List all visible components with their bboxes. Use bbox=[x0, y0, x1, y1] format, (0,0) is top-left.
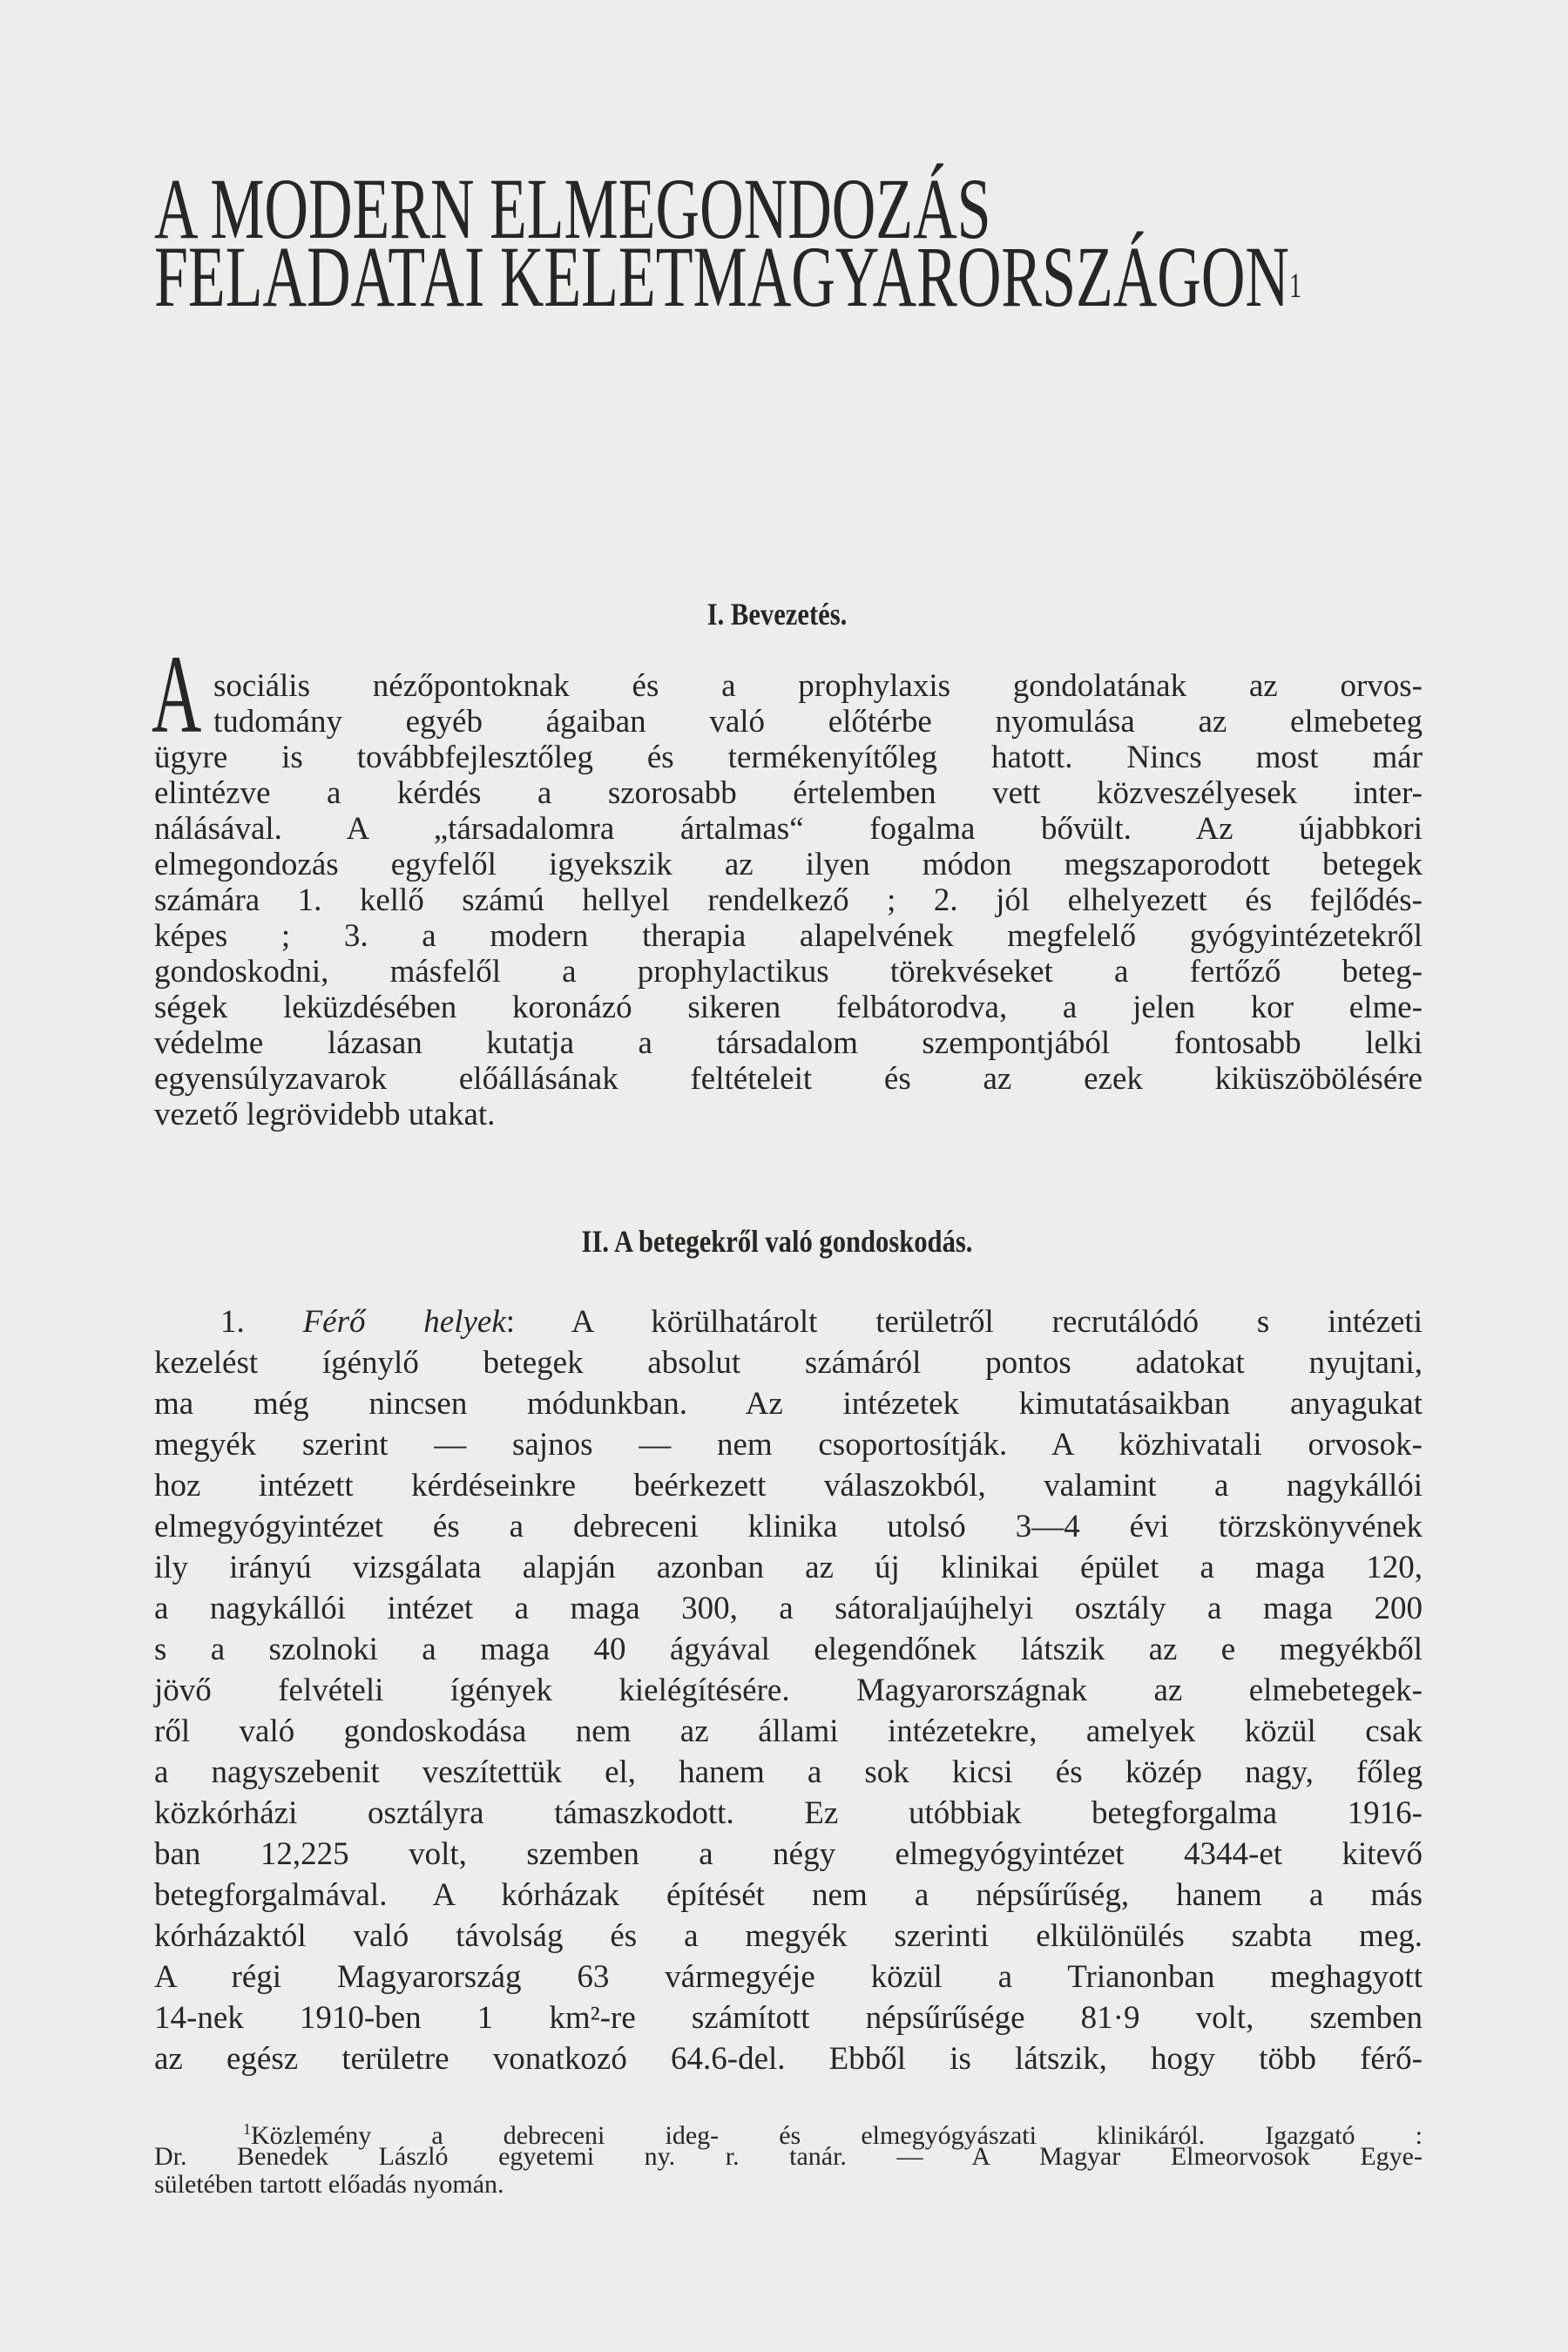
footnote-line bbox=[154, 2115, 1423, 2150]
section-heading-1: I. Bevezetés. bbox=[706, 597, 848, 632]
paragraph-line: elmegondozás egyfelől igyekszik az ilyen módon megszaporodott betegek bbox=[154, 847, 1423, 882]
footnote-line: Dr. Benedek László egyetemi ny. r. tanár. — A Magyar Elmeorvosok Egye- bbox=[154, 2142, 1423, 2171]
drop-cap: A bbox=[152, 632, 202, 756]
paragraph-line: ről való gondoskodása nem az állami intézetekre, amelyek közül csak bbox=[154, 1713, 1423, 1749]
paragraph-line: elmegyógyintézet és a debreceni klinika utolsó 3—4 évi törzskönyvének bbox=[154, 1509, 1423, 1544]
item-number: 1. bbox=[220, 1304, 245, 1340]
paragraph-line: nálásával. A „társadalomra ártalmas“ fogalma bővült. Az újabbkori bbox=[154, 811, 1423, 847]
italic-term: Férő helyek bbox=[302, 1304, 506, 1340]
line-rest: : A körülhatárolt területről recrutálódó s intézeti bbox=[505, 1304, 1423, 1340]
paragraph-line bbox=[154, 1301, 1423, 1342]
paragraph-line: ma még nincsen módunkban. Az intézetek kimutatásaikban anyagukat bbox=[154, 1386, 1423, 1422]
paragraph-line: az egész területre vonatkozó 64.6-del. Ebből is látszik, hogy több férő- bbox=[154, 2041, 1423, 2077]
paragraph-line: jövő felvételi ígények kielégítésére. Magyarországnak az elmebetegek- bbox=[154, 1673, 1423, 1708]
footnote bbox=[154, 2115, 1423, 2199]
paragraph-line: elintézve a kérdés a szorosabb értelemben vett közveszélyesek inter- bbox=[154, 775, 1423, 811]
paragraph-line: s a szolnoki a maga 40 ágyával elegendőnek látszik az e megyékből bbox=[154, 1632, 1423, 1667]
paragraph-line: védelme lázasan kutatja a társadalom szempontjából fontosabb lelki bbox=[154, 1025, 1423, 1061]
section-2-paragraph bbox=[154, 1301, 1423, 2079]
paragraph-line: egyensúlyzavarok előállásának feltételeit és az ezek kiküszöbölésére bbox=[154, 1061, 1423, 1097]
section-1-paragraph bbox=[154, 668, 1423, 1132]
paragraph-line: kórházaktól való távolság és a megyék szerinti elkülönülés szabta meg. bbox=[154, 1918, 1423, 1954]
paragraph-line: számára 1. kellő számú hellyel rendelkező ; 2. jól elhelyezett és fejlődés- bbox=[154, 882, 1423, 918]
paragraph-line: ségek leküzdésében koronázó sikeren felbátorodva, a jelen kor elme- bbox=[154, 990, 1423, 1025]
footnote-text: Közlemény a debreceni ideg- és elmegyógyászati klinikáról. Igazgató : bbox=[251, 2121, 1423, 2150]
paragraph-line: ügyre is továbbfejlesztőleg és termékenyítőleg hatott. Nincs most már bbox=[154, 740, 1423, 775]
paragraph-line: képes ; 3. a modern therapia alapelvének megfelelő gyógyintézetekről bbox=[154, 918, 1423, 954]
article-title-line-2-text: FELADATAI KELETMAGYARORSZÁGON bbox=[154, 228, 1289, 325]
footnote-mark: 1 bbox=[243, 2120, 251, 2138]
paragraph-line: 14-nek 1910-ben 1 km²-re számított népsűrűsége 81·9 volt, szemben bbox=[154, 2000, 1423, 2036]
footnote-line: sületében tartott előadás nyomán. bbox=[154, 2170, 504, 2199]
article-title-line-2 bbox=[154, 228, 1301, 325]
paragraph-line: A régi Magyarország 63 vármegyéje közül a Trianonban meghagyott bbox=[154, 1959, 1423, 1995]
paragraph-line: betegforgalmával. A kórházak építését nem a népsűrűség, hanem a más bbox=[154, 1877, 1423, 1913]
paragraph-line: a nagykállói intézet a maga 300, a sátoraljaújhelyi osztály a maga 200 bbox=[154, 1591, 1423, 1626]
paragraph-line: a nagyszebenit veszítettük el, hanem a sok kicsi és közép nagy, főleg bbox=[154, 1754, 1423, 1790]
paragraph-line: ily irányú vizsgálata alapján azonban az új klinikai épület a maga 120, bbox=[154, 1550, 1423, 1585]
paragraph-line: közkórházi osztályra támaszkodott. Ez utóbbiak betegforgalma 1916- bbox=[154, 1795, 1423, 1831]
title-footnote-mark: 1 bbox=[1288, 266, 1301, 305]
paragraph-line: gondoskodni, másfelől a prophylactikus törekvéseket a fertőző beteg- bbox=[154, 954, 1423, 990]
paragraph-line: hoz intézett kérdéseinkre beérkezett válaszokból, valamint a nagykállói bbox=[154, 1468, 1423, 1504]
paragraph-line: sociális nézőpontoknak és a prophylaxis gondolatának az orvos- bbox=[213, 668, 1423, 704]
paragraph-line: tudomány egyéb ágaiban való előtérbe nyomulása az elmebeteg bbox=[213, 704, 1423, 740]
section-heading-2: II. A betegekről való gondoskodás. bbox=[581, 1224, 973, 1259]
paragraph-line: ban 12,225 volt, szemben a négy elmegyógyintézet 4344-et kitevő bbox=[154, 1836, 1423, 1872]
paragraph-line: kezelést ígénylő betegek absolut számáról pontos adatokat nyujtani, bbox=[154, 1345, 1423, 1381]
article-title-line-1: A MODERN ELMEGONDOZÁS bbox=[154, 160, 991, 257]
paragraph-line: megyék szerint — sajnos — nem csoportosítják. A közhivatali orvosok- bbox=[154, 1427, 1423, 1463]
paragraph-line: vezető legrövidebb utakat. bbox=[154, 1097, 496, 1132]
